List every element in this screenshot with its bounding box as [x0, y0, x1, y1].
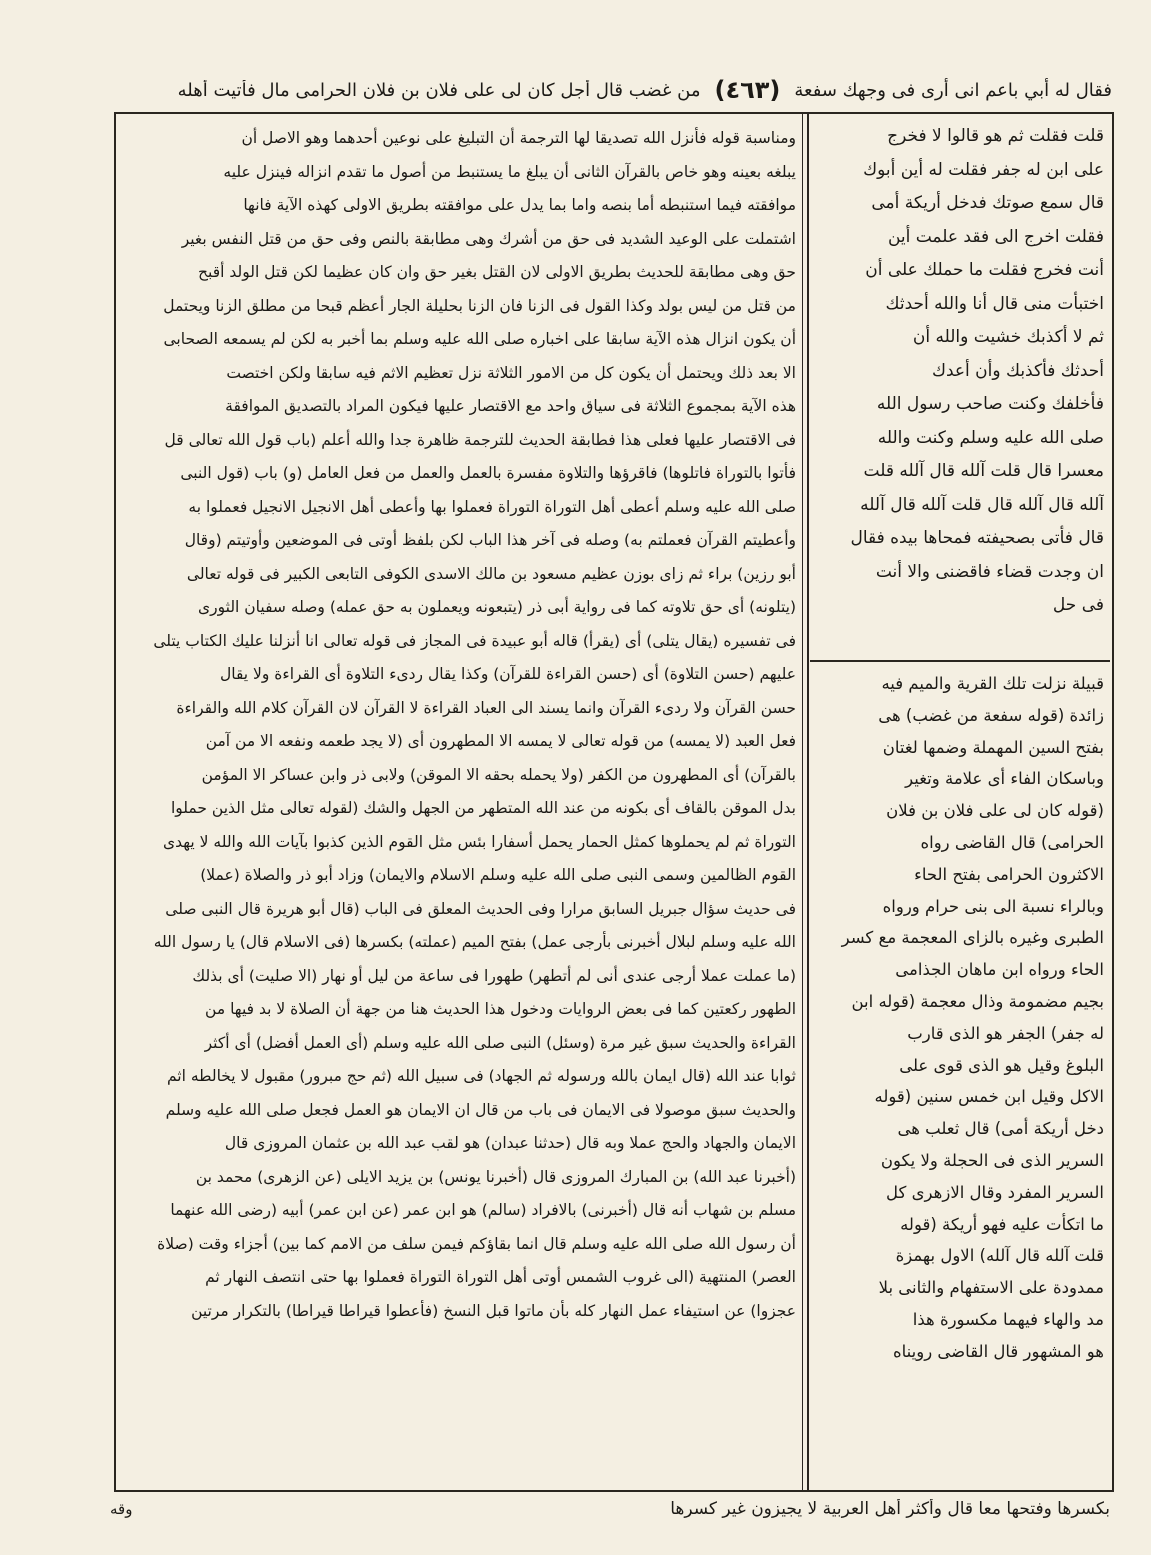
text-line: القوم الظالمين وسمى النبى صلى الله عليه وسلم الاسلام والايمان) وزاد أبو ذر والصلاة (عملا): [200, 866, 796, 884]
text-line: والحديث سبق موصولا فى الايمان فى باب من قال ان الايمان هو العمل فجعل صلى الله عليه وسلم: [165, 1100, 796, 1119]
margin-line: فأخلفك وكنت صاحب رسول الله: [876, 394, 1104, 414]
margin-line: آلله قال آلله قال قلت آلله قال آلله: [860, 494, 1104, 515]
column-divider-inner: [802, 112, 803, 1492]
margin-hadith-text: [816, 120, 1104, 656]
column-divider: [807, 112, 809, 1492]
margin-line: له جفر) الجفر هو الذى قارب: [907, 1023, 1104, 1043]
text-line: (ما عملت عملا أرجى عندى أنى لم أتطهر) طهورا فى ساعة من ليل أو نهار (الا صليت) أى بذلك: [192, 966, 796, 985]
margin-line: فقلت اخرج الى فقد علمت أين: [887, 226, 1104, 247]
margin-line: وبالراء نسبة الى بنى حرام ورواه: [882, 896, 1104, 916]
margin-line: بجيم مضمومة وذال معجمة (قوله ابن: [851, 991, 1104, 1011]
margin-line: قبيلة نزلت تلك القرية والميم فيه: [881, 674, 1104, 693]
margin-line: السرير المفرد وقال الازهرى كل: [886, 1182, 1104, 1202]
text-line: ثوابا عند الله (قال ايمان بالله ورسوله ثم الجهاد) فى سبيل الله (ثم حج مبرور) مقبول لا يخالطه اثم: [166, 1067, 796, 1085]
margin-line: البلوغ وقيل هو الذى قوى على: [899, 1055, 1104, 1075]
margin-line: الطبرى وغيره بالزاى المعجمة مع كسر: [841, 928, 1104, 948]
margin-line: زائدة (قوله سفعة من غضب) هى: [878, 705, 1104, 725]
text-line: (أخبرنا عبد الله) بن المبارك المروزى قال (أخبرنا يونس) بن يزيد الايلى (عن الزهرى) محمد بن: [195, 1167, 796, 1186]
margin-line: قلت آلله قال آلله) الاول بهمزة: [895, 1246, 1104, 1266]
margin-line: ما اتكأت عليه فهو أريكة (قوله: [900, 1214, 1104, 1234]
text-line: فى الاقتصار عليها فعلى هذا فطابقة الحديث للترجمة ظاهرة جدا والله أعلم (باب قول الله تعالى قل: [164, 430, 796, 449]
margin-line: دخل أريكة أمى) قال ثعلب هى: [897, 1119, 1104, 1139]
margin-line: أحدثك فأكذبك وأن أعدك: [931, 360, 1104, 381]
page-footer: [110, 1492, 1110, 1526]
text-line: من قتل من ليس بولد وكذا القول فى الزنا فان الزنا بحليلة الجار أعظم قبحا من مطلق الزنا ويحتمل: [163, 296, 796, 315]
text-line: اشتملت على الوعيد الشديد فى حق من أشرك وهى مطابقة بالنص وفى حق من قتل النفس بغير: [181, 229, 796, 248]
margin-line: قال فأتى بصحيفته فمحاها بيده فقال: [850, 528, 1104, 548]
text-line: عجزوا) عن استيفاء عمل النهار كله بأن ماتوا قبل النسخ (فأعطوا قيراطا قيراطا) بالتكرار مرتين: [191, 1301, 796, 1320]
text-line: القراءة والحديث سبق غير مرة (وسئل) النبى صلى الله عليه وسلم (أى العمل أفضل) أى أكثر: [204, 1033, 796, 1052]
text-line: حق وهى مطابقة للحديث بطريق الاولى لان القتل بغير حق وان كان عظيما لكن قتل الولد أقبح: [198, 263, 796, 281]
text-line: أن يكون انزال هذه الآية سابقا على اخباره صلى الله عليه وسلم بما أخبر به لكن لم يسمعه الصحابى: [163, 330, 796, 348]
margin-line: معسرا قال قلت آلله قال آلله قلت: [863, 461, 1104, 481]
text-line: فى حديث سؤال جبريل السابق مرارا وفى الحديث المعلق فى الباب (قال أبو هريرة قال النبى صلى: [165, 899, 796, 918]
text-line: حسن القرآن ولا ردىء القرآن وانما يسند الى العباد القراءة لا القرآن لان القرآن كلام الله والقراءة: [176, 698, 796, 717]
text-line: (يتلونه) أى حق تلاوته كما فى رواية أبى ذر (يتبعونه ويعملون به حق عمله) وصله سفيان الثورى: [198, 598, 796, 616]
margin-line: قلت فقلت ثم هو قالوا لا فخرج: [887, 126, 1104, 146]
text-line: أن رسول الله صلى الله عليه وسلم قال انما بقاؤكم فيمن سلف من الامم كما بين) أجزاء وقت (صلاة: [157, 1234, 796, 1253]
text-line: ومناسبة قوله فأنزل الله تصديقا لها الترجمة أن التبليغ على نوعين أحدهما وهو الاصل أن: [241, 129, 796, 147]
margin-line: (قوله كان لى على فلان بن فلان: [886, 801, 1104, 821]
page-header: [112, 66, 1112, 114]
margin-line: ان وجدت قضاء فاقضنى والا أنت: [875, 561, 1104, 582]
text-line: الايمان والجهاد والحج عملا وبه قال (حدثنا عبدان) هو لقب عبد الله بن عثمان المروزى قال: [224, 1134, 796, 1152]
text-line: بالقرآن) أى المطهرون من الكفر (ولا يحمله بحقه الا الموقن) ولابى ذر وابن عساكر الا المؤمن: [201, 765, 796, 784]
header-left-text: من غضب قال أجل كان لى على فلان بن فلان الحرامى مال فأتيت أهله: [177, 79, 701, 101]
header-right-text: فقال له أبي باعم انى أرى فى وجهك سفعة: [794, 79, 1112, 101]
text-line: التوراة ثم لم يحملوها كمثل الحمار يحمل أسفارا بئس مثل القوم الذين كذبوا بآيات الله والله لا يهدى: [162, 832, 796, 851]
margin-line: مد والهاء فيهما مكسورة هذا: [912, 1309, 1104, 1329]
margin-divider: [810, 660, 1110, 662]
text-line: مسلم بن شهاب أنه قال (أخبرنى) بالافراد (سالم) هو ابن عمر (عن ابن عمر) أبيه (رضى الله عنهما: [170, 1201, 796, 1219]
page-number: (٤٦٣): [714, 76, 781, 104]
margin-line: اختبأت منى قال أنا والله أحدثك: [885, 293, 1104, 314]
text-line: الله عليه وسلم لبلال أخبرنى بأرجى عمل) بفتح الميم (عملته) بكسرها (فى الاسلام قال) يا رسول الله: [153, 933, 796, 951]
margin-line: ممدودة على الاستفهام والثانى بلا: [878, 1278, 1104, 1298]
text-line: يبلغه بعينه وهو خاص بالقرآن الثانى أن يبلغ ما يستنبط من أصول ما تقدم انزاله فينزل عليه: [223, 162, 796, 181]
margin-commentary-text: [816, 668, 1104, 1480]
text-line: بدل الموقن بالقاف أى بكونه من عند الله المتطهر من الجهل والشك (لقوله تعالى مثل الذين حملوا: [170, 799, 796, 817]
margin-line: أنت فخرج فقلت ما حملك على أن: [865, 260, 1104, 280]
text-line: موافقته فيما استنبطه أما بنصه واما بما يدل على موافقته بطريق الاولى كهذه الآية فانها: [243, 196, 796, 214]
text-line: وأعطيتم القرآن فعملتم به) وصله فى آخر هذا الباب لكن بلفظ أوتى فى الموضعين وأوتيتم (وقال: [184, 531, 796, 549]
margin-line: الاكل وقيل ابن خمس سنين (قوله: [874, 1087, 1104, 1107]
text-line: الا بعد ذلك ويحتمل أن يكون كل من الامور الثلاثة نزل تعظيم الاثم فيه سابقا ولكن اختصت: [226, 363, 796, 382]
text-line: أبو رزين) براء ثم زاى بوزن عظيم مسعود بن مالك الاسدى الكوفى التابعى الكبير فى قوله تعالى: [186, 564, 796, 583]
margin-line: الاكثرون الحرامى بفتح الحاء: [914, 864, 1104, 884]
margin-line: على ابن له جفر فقلت له أين أبوك: [863, 159, 1104, 180]
margin-line: فى حل: [1052, 595, 1104, 615]
text-line: العصر) المنتهية (الى غروب الشمس أوتى أهل التوراة التوراة فعملوا بها حتى انتصف النهار ثم: [205, 1268, 796, 1286]
text-line: هذه الآية بمجموع الثلاثة فى سياق واحد مع الاقتصار عليها فيكون المراد بالتصديق الموافقة: [225, 397, 796, 415]
margin-line: بفتح السين المهملة وضمها لغتان: [882, 737, 1104, 757]
text-line: فأتوا بالتوراة فاتلوها) فاقرؤها والتلاوة مفسرة بالعمل والعمل من فعل العامل (و) باب (قول النبى: [180, 464, 796, 482]
margin-line: الحرامى) قال القاضى رواه: [920, 832, 1104, 852]
margin-line: وباسكان الفاء أى علامة وتغير: [905, 769, 1104, 789]
margin-line: قال سمع صوتك فدخل أريكة أمى: [871, 193, 1104, 213]
margin-line: صلى الله عليه وسلم وكنت والله: [877, 427, 1104, 448]
text-line: الطهور ركعتين كما فى بعض الروايات ودخول هذا الحديث هنا من جهة أن الصلاة لا بد فيها من: [205, 1000, 796, 1018]
margin-line: هو المشهور قال القاضى رويناه: [892, 1341, 1104, 1361]
main-commentary-column: [124, 122, 796, 1482]
text-line: فى تفسيره (يقال يتلى) أى (يقرأ) قاله أبو عبيدة فى المجاز فى قوله تعالى انا أنزلنا عليك الكتاب يتلى: [153, 631, 796, 650]
margin-line: الحاء ورواه ابن ماهان الجذامى: [895, 960, 1104, 980]
text-line: فعل العبد (لا يمسه) من قوله تعالى لا يمسه الا المطهرون أى (لا يجد طعمه ونفعه الا من آمن: [205, 732, 796, 750]
margin-line: السرير الذى فى الحجلة ولا يكون: [880, 1150, 1104, 1170]
text-line: صلى الله عليه وسلم أعطى أهل التوراة التوراة فعملوا بها وأعطى أهل الانجيل الانجيل فعملوا به: [188, 497, 796, 516]
margin-line: ثم لا أكذبك خشيت والله أن: [912, 327, 1104, 347]
footer-text: بكسرها وفتحها معا قال وأكثر أهل العربية لا يجيزون غير كسرها: [670, 1499, 1110, 1519]
text-line: عليهم (حسن التلاوة) أى (حسن القراءة للقرآن) وكذا يقال ردىء التلاوة أى القراءة ولا يقال: [219, 665, 796, 683]
catchword: وقه: [110, 1500, 133, 1518]
